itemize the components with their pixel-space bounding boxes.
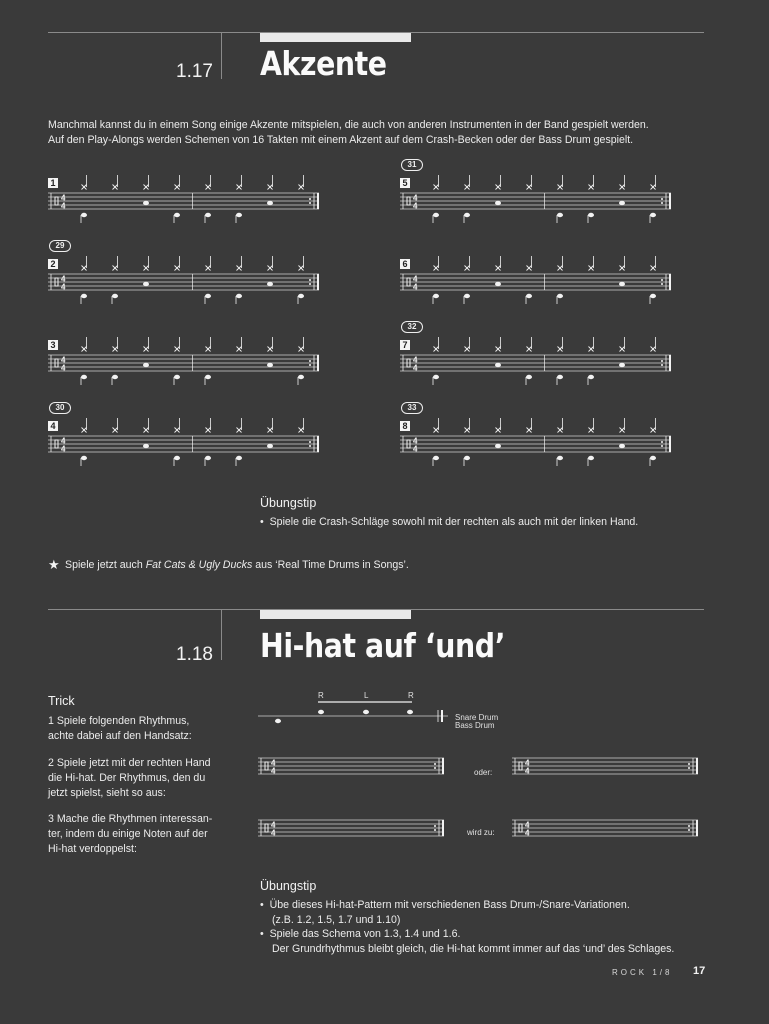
trick-heading: Trick <box>48 694 75 708</box>
svg-text:4: 4 <box>61 274 66 284</box>
bullet-dot: • <box>260 928 270 940</box>
bullet-dot: • <box>260 516 270 528</box>
drum-staff <box>48 337 323 397</box>
drum-staff <box>258 740 448 800</box>
svg-text:4: 4 <box>525 766 530 776</box>
tip-heading: Übungstip <box>260 496 317 510</box>
star-icon: ★ <box>48 557 60 572</box>
drum-staff <box>400 175 675 235</box>
svg-text:4: 4 <box>413 193 418 203</box>
song-reference <box>65 559 409 571</box>
drum-staff <box>48 256 323 316</box>
svg-text:4: 4 <box>413 363 418 373</box>
tip2-bullet-1-line-2: (z.B. 1.2, 1.5, 1.7 und 1.10) <box>272 913 401 926</box>
svg-text:4: 4 <box>271 820 276 830</box>
trick-step-1-line-1: 1 Spiele folgenden Rhythmus, <box>48 715 190 727</box>
track-number-badge: 31 <box>401 159 423 171</box>
exercise-number: 1 <box>48 178 58 188</box>
tip2-bullet-2 <box>260 927 674 956</box>
svg-text:4: 4 <box>61 436 66 446</box>
section-divider <box>221 33 222 79</box>
exercise-number: 3 <box>48 340 58 350</box>
sticking-l: L <box>364 691 369 700</box>
svg-text:4: 4 <box>525 758 530 768</box>
trick-step-1 <box>48 714 192 744</box>
svg-text:4: 4 <box>271 758 276 768</box>
legend-bass: Bass Drum <box>455 721 495 730</box>
trick-step-3-line-2: ter, indem du einige Noten auf der <box>48 827 208 840</box>
footer-label: ROCK 1/8 <box>612 968 673 977</box>
legend-snare: Snare Drum <box>455 713 499 722</box>
trick-step-3-line-1: 3 Mache die Rhythmen interessan- <box>48 813 213 825</box>
svg-text:4: 4 <box>413 282 418 292</box>
intro-line-2: Auf den Play-Alongs werden Schemen von 16 Takten mit einem Akzent auf dem Crash-Becken oder der Bass Drum gespielt. <box>48 134 634 146</box>
trick-step-2-line-1: 2 Spiele jetzt mit der rechten Hand <box>48 757 211 769</box>
intro-text <box>48 118 728 148</box>
trick-step-3-line-3: Hi-hat verdoppelst: <box>48 842 137 855</box>
section2-divider <box>221 610 222 660</box>
drum-staff <box>400 256 675 316</box>
svg-text:4: 4 <box>413 355 418 365</box>
song-reference-suffix: aus ‘Real Time Drums in Songs’. <box>252 559 409 571</box>
intro-line-1: Manchmal kannst du in einem Song einige Akzente mitspielen, die auch von anderen Instrumenten in der Band gespielt werden. <box>48 119 649 131</box>
trick-step-2-line-3: jetzt spielst, sieht so aus: <box>48 786 166 799</box>
bullet-dot: • <box>260 899 270 911</box>
section2-tab <box>260 610 411 619</box>
rhythm-line <box>258 696 458 736</box>
drum-staff <box>258 802 448 862</box>
exercise-number: 5 <box>400 178 410 188</box>
track-number-badge: 33 <box>401 402 423 414</box>
svg-text:4: 4 <box>413 436 418 446</box>
song-reference-title: Fat Cats & Ugly Ducks <box>145 559 253 571</box>
section-number: 1.17 <box>176 61 213 82</box>
sticking-r1: R <box>318 691 324 700</box>
tip2-bullet-1 <box>260 898 630 927</box>
track-number-badge: 32 <box>401 321 423 333</box>
section2-title: Hi-hat auf ‘und’ <box>260 626 506 665</box>
drum-staff <box>400 418 675 478</box>
track-number-badge: 30 <box>49 402 71 414</box>
tip-text: Spiele die Crash-Schläge sowohl mit der rechten als auch mit der linken Hand. <box>269 516 639 528</box>
section-title: Akzente <box>260 44 387 83</box>
trick-step-1-line-2: achte dabei auf den Handsatz: <box>48 729 192 742</box>
drum-staff <box>400 337 675 397</box>
svg-text:4: 4 <box>61 201 66 211</box>
svg-text:4: 4 <box>61 444 66 454</box>
svg-text:4: 4 <box>525 820 530 830</box>
svg-text:4: 4 <box>61 193 66 203</box>
trick-step-3 <box>48 812 212 856</box>
label-wird-zu: wird zu: <box>467 828 495 837</box>
tip2-bullet-1-line-1: Übe dieses Hi-hat-Pattern mit verschiedenen Bass Drum-/Snare-Variationen. <box>269 899 630 911</box>
trick-step-2 <box>48 756 211 800</box>
drum-staff <box>512 740 702 800</box>
sticking-r2: R <box>408 691 414 700</box>
svg-text:4: 4 <box>413 201 418 211</box>
song-reference-prefix: Spiele jetzt auch <box>65 559 146 571</box>
exercise-number: 8 <box>400 421 410 431</box>
page-number: 17 <box>693 965 706 977</box>
label-oder: oder: <box>474 768 493 777</box>
drum-staff <box>48 418 323 478</box>
svg-text:4: 4 <box>61 355 66 365</box>
trick-step-2-line-2: die Hi-hat. Der Rhythmus, den du <box>48 771 206 784</box>
drum-staff <box>512 802 702 862</box>
svg-text:4: 4 <box>61 282 66 292</box>
drum-staff <box>48 175 323 235</box>
svg-text:4: 4 <box>413 444 418 454</box>
svg-text:4: 4 <box>525 828 530 838</box>
exercise-number: 7 <box>400 340 410 350</box>
exercise-number: 4 <box>48 421 58 431</box>
tip2-heading: Übungstip <box>260 879 317 893</box>
svg-text:4: 4 <box>61 363 66 373</box>
svg-text:4: 4 <box>271 766 276 776</box>
section2-number: 1.18 <box>176 644 213 665</box>
exercise-number: 2 <box>48 259 58 269</box>
section-tab <box>260 33 411 42</box>
track-number-badge: 29 <box>49 240 71 252</box>
tip-bullet <box>260 515 638 530</box>
svg-text:4: 4 <box>413 274 418 284</box>
tip2-bullet-2-line-1: Spiele das Schema von 1.3, 1.4 und 1.6. <box>269 928 461 940</box>
exercise-number: 6 <box>400 259 410 269</box>
tip2-bullet-2-line-2: Der Grundrhythmus bleibt gleich, die Hi-hat kommt immer auf das ‘und’ des Schlages. <box>272 942 675 955</box>
svg-text:4: 4 <box>271 828 276 838</box>
